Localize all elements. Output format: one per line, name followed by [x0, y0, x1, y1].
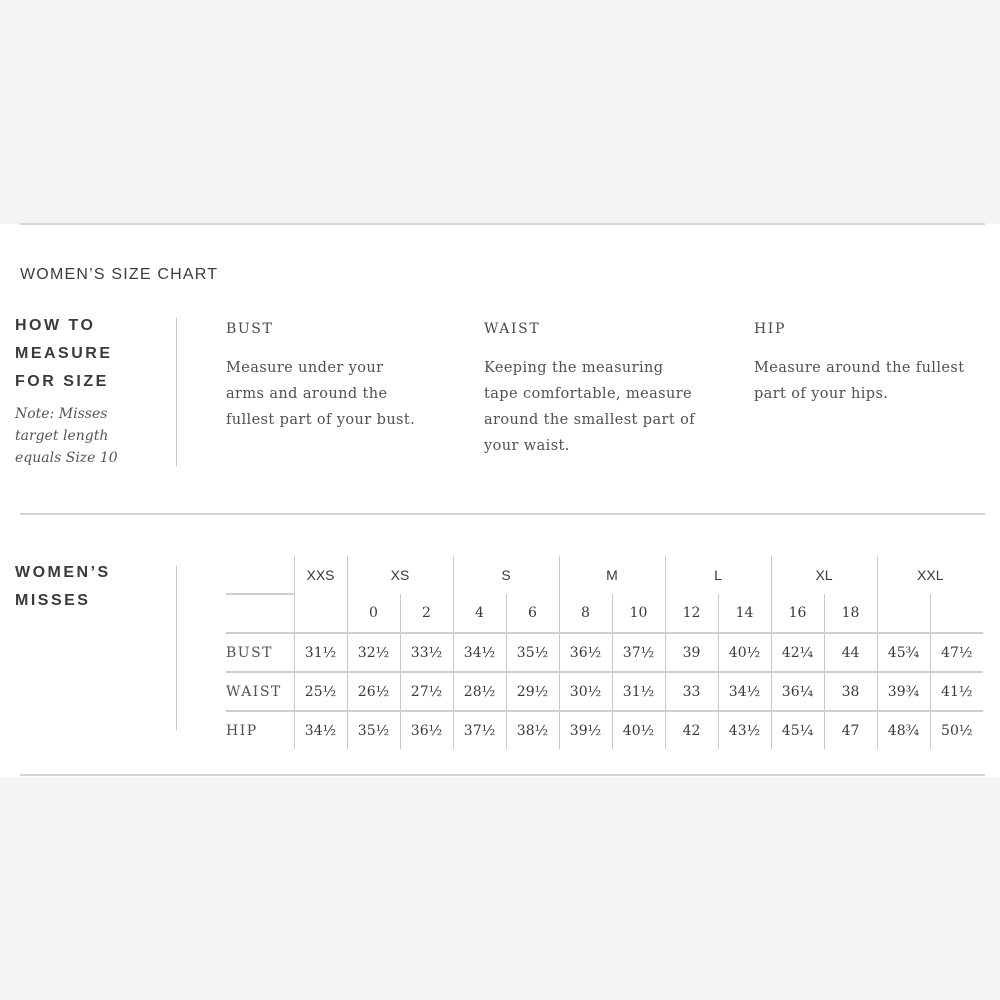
misses-heading-line: WOMEN’S [15, 564, 111, 581]
note-line: target length [15, 428, 109, 444]
table-corner [226, 594, 294, 633]
numeric-size-cell: 8 [559, 594, 612, 633]
row-label-bust: BUST [226, 633, 294, 672]
numeric-size-cell: 16 [771, 594, 824, 633]
waist-value: 38 [824, 672, 877, 711]
bust-value: 31½ [294, 633, 347, 672]
size-group-l: L [665, 556, 771, 594]
how-to-divider [176, 318, 177, 466]
bust-value: 32½ [347, 633, 400, 672]
waist-value: 27½ [400, 672, 453, 711]
description-line: your waist. [484, 438, 570, 454]
table-row [226, 672, 983, 711]
waist-description [484, 355, 744, 459]
waist-value: 25½ [294, 672, 347, 711]
hip-value: 48¾ [877, 711, 930, 749]
hip-value: 34½ [294, 711, 347, 749]
numeric-size-cell: 12 [665, 594, 718, 633]
size-group-row [226, 556, 983, 594]
waist-value: 31½ [612, 672, 665, 711]
womens-misses-heading [15, 559, 111, 615]
hip-value: 47 [824, 711, 877, 749]
row-label-hip: HIP [226, 722, 258, 739]
numeric-size-cell [877, 594, 930, 633]
description-line: around the smallest part of [484, 412, 695, 428]
hip-value: 40½ [612, 711, 665, 749]
waist-value: 36¼ [771, 672, 824, 711]
note-line: Note: Misses [15, 406, 108, 422]
bust-heading: BUST [226, 321, 274, 337]
bust-value: 36½ [559, 633, 612, 672]
hip-value: 45¼ [771, 711, 824, 749]
numeric-size-row [226, 594, 983, 633]
bust-value: 44 [824, 633, 877, 672]
note-line: equals Size 10 [15, 450, 118, 466]
waist-value: 41½ [930, 672, 983, 711]
hip-value: 39½ [559, 711, 612, 749]
description-line: tape comfortable, measure [484, 386, 693, 402]
hip-value: 43½ [718, 711, 771, 749]
misses-length-note [15, 403, 165, 469]
table-row [226, 633, 983, 672]
hip-value: 37½ [453, 711, 506, 749]
numeric-size-cell [930, 594, 983, 633]
bust-description [226, 355, 486, 433]
size-group-xl: XL [771, 556, 877, 594]
hip-value: 42 [665, 711, 718, 749]
how-to-measure-heading [15, 312, 113, 396]
misses-divider [176, 566, 177, 730]
misses-heading-line: MISSES [15, 592, 91, 609]
numeric-size-cell: 2 [400, 594, 453, 633]
hip-description [754, 355, 994, 407]
table-corner [226, 556, 294, 594]
size-group-xxl: XXL [877, 556, 983, 594]
bust-value: 45¾ [877, 633, 930, 672]
numeric-size-cell: 0 [347, 594, 400, 633]
description-line: arms and around the [226, 386, 388, 402]
waist-heading: WAIST [484, 321, 541, 337]
bust-value: 35½ [506, 633, 559, 672]
bust-value: 47½ [930, 633, 983, 672]
size-group-s: S [453, 556, 559, 594]
misses-size-table [226, 556, 983, 749]
hip-heading: HIP [754, 321, 786, 337]
hip-value: 35½ [347, 711, 400, 749]
numeric-size-cell: 6 [506, 594, 559, 633]
numeric-size-cell [294, 594, 347, 633]
bust-value: 33½ [400, 633, 453, 672]
bust-value: 37½ [612, 633, 665, 672]
waist-value: 34½ [718, 672, 771, 711]
waist-value: 33 [665, 672, 718, 711]
waist-value: 30½ [559, 672, 612, 711]
hip-value: 50½ [930, 711, 983, 749]
hip-value: 36½ [400, 711, 453, 749]
description-line: Measure around the fullest [754, 360, 965, 376]
waist-value: 26½ [347, 672, 400, 711]
row-label-waist: WAIST [226, 672, 294, 711]
page-title: WOMEN’S SIZE CHART [20, 266, 219, 283]
how-to-measure-heading-line: MEASURE [15, 345, 113, 362]
description-line: fullest part of your bust. [226, 412, 416, 428]
how-to-measure-heading-line: HOW TO [15, 317, 96, 334]
middle-divider [20, 513, 985, 515]
description-line: part of your hips. [754, 386, 889, 402]
size-group-xs: XS [347, 556, 453, 594]
numeric-size-cell: 18 [824, 594, 877, 633]
description-line: Keeping the measuring [484, 360, 664, 376]
numeric-size-cell: 14 [718, 594, 771, 633]
top-divider [20, 223, 985, 225]
hip-value: 38½ [506, 711, 559, 749]
numeric-size-cell: 10 [612, 594, 665, 633]
waist-instructions [484, 321, 744, 459]
hip-instructions [754, 321, 994, 407]
waist-value: 39¾ [877, 672, 930, 711]
bottom-divider [20, 774, 985, 776]
how-to-measure-heading-line: FOR SIZE [15, 373, 109, 390]
bust-value: 39 [665, 633, 718, 672]
bust-value: 40½ [718, 633, 771, 672]
bust-value: 42¼ [771, 633, 824, 672]
numeric-size-cell: 4 [453, 594, 506, 633]
size-group-xxs: XXS [294, 556, 347, 594]
size-group-m: M [559, 556, 665, 594]
bust-value: 34½ [453, 633, 506, 672]
bust-instructions [226, 321, 486, 433]
waist-value: 28½ [453, 672, 506, 711]
waist-value: 29½ [506, 672, 559, 711]
table-row [226, 711, 983, 749]
description-line: Measure under your [226, 360, 384, 376]
